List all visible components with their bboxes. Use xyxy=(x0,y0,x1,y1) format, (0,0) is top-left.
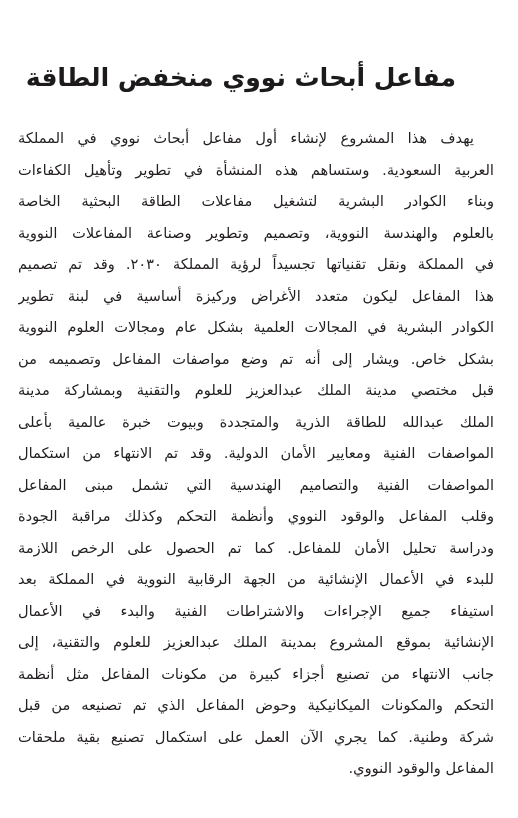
body-line: جانب الانتهاء من تصنيع أجزاء كبيرة من مكونات المفاعل مثل أنظمة xyxy=(18,665,494,683)
body-line: يهدف هذا المشروع لإنشاء أول مفاعل أبحاث نووي في المملكة xyxy=(18,130,474,147)
body-line: الإنشائية بموقع المشروع بمدينة الملك عبدالعزيز للعلوم والتقنية، إلى xyxy=(18,634,494,651)
body-line: المواصفات الفنية ومعايير الأمان الدولية. وقد تم الانتهاء من استكمال xyxy=(18,445,494,462)
body-line: للبدء في الأعمال الإنشائية من الجهة الرقابية النووية في المملكة بعد xyxy=(18,571,494,588)
body-line: الملك عبدالله للطاقة الذرية والمتجددة وبيوت خبرة عالمية بأعلى xyxy=(18,413,494,431)
body-line: ودراسة تحليل الأمان للمفاعل. كما تم الحصول على الرخص اللازمة xyxy=(18,539,494,557)
body-line: بالعلوم والهندسة النووية، وتصميم وتطوير وصناعة المفاعلات النووية xyxy=(18,224,494,242)
body-line: في المملكة ونقل تقنياتها تجسيداً لرؤية المملكة ٢٠٣٠. وقد تم تصميم xyxy=(18,256,494,273)
body-line: التحكم والمكونات الميكانيكية وحوض المفاعل الذي تم تصنيعه من قبل xyxy=(18,697,494,714)
article-body xyxy=(18,123,494,785)
body-line: المواصفات الفنية والتصاميم الهندسية التي تشمل مبنى المفاعل xyxy=(18,476,494,494)
body-line: قبل مختصي مدينة الملك عبدالعزيز للعلوم والتقنية وبمشاركة مدينة xyxy=(18,382,494,399)
body-line: العربية السعودية. وستساهم هذه المنشأة في تطوير وتأهيل الكفاءات xyxy=(18,161,494,179)
body-line: استيفاء جميع الإجراءات والاشتراطات الفنية والبدء في الأعمال xyxy=(18,602,494,620)
body-line: وبناء الكوادر البشرية لتشغيل مفاعلات الطاقة البحثية الخاصة xyxy=(18,193,494,210)
body-line: وقلب المفاعل والوقود النووي وأنظمة التحكم وكذلك مراقبة الجودة xyxy=(18,508,494,525)
body-line: بشكل خاص. ويشار إلى أنه تم وضع مواصفات المفاعل وتصميمه من xyxy=(18,350,494,368)
body-line: الكوادر البشرية في المجالات العلمية بشكل عام ومجالات العلوم النووية xyxy=(18,319,494,336)
body-line: هذا المفاعل ليكون متعدد الأغراض وركيزة أساسية في لبنة تطوير xyxy=(18,287,494,305)
article-title: مفاعل أبحاث نووي منخفض الطاقة xyxy=(25,63,456,92)
body-line: المفاعل والوقود النووي. xyxy=(348,760,494,777)
body-line: شركة وطنية. كما يجري الآن العمل على استكمال تصنيع بقية ملحقات xyxy=(18,728,494,746)
